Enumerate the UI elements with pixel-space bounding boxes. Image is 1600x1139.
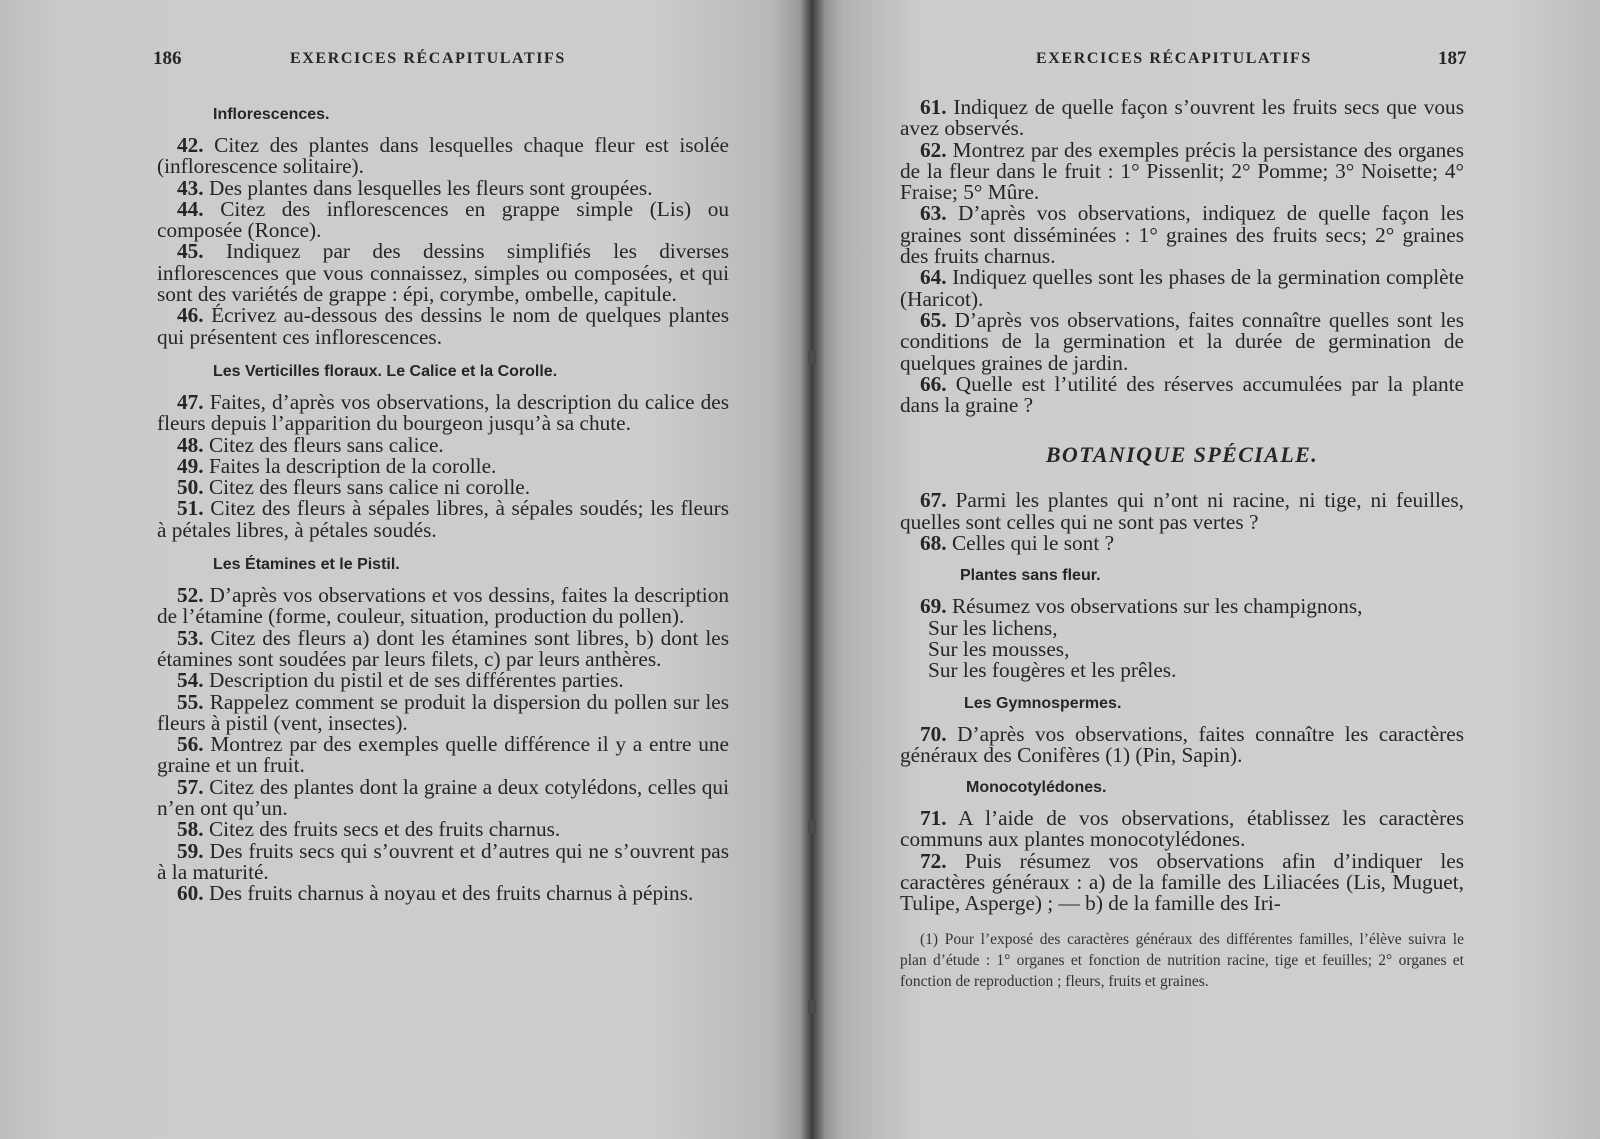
exercise-71: 71. A l’aide de vos observations, établissez les caractères communs aux plantes monocotylédones. <box>900 806 1464 852</box>
exercise-64: 64. Indiquez quelles sont les phases de la germination complète (Haricot). <box>900 265 1464 311</box>
page-number-right: 187 <box>1438 48 1467 69</box>
exercise-51: 51. Citez des fleurs à sépales libres, à sépales soudés; les fleurs à pétales libres, à pétales soudés. <box>157 496 729 542</box>
binding-stitch <box>808 820 816 834</box>
exercise-53: 53. Citez des fleurs a) dont les étamines sont libres, b) dont les étamines sont soudées par leurs filets, c) par leurs anthères. <box>157 625 729 671</box>
running-head-right: EXERCICES RÉCAPITULATIFS <box>1036 50 1312 67</box>
exercise-48: 48. Citez des fleurs sans calice. <box>177 432 444 457</box>
exercise-56: 56. Montrez par des exemples quelle différence il y a entre une graine et un fruit. <box>157 732 729 778</box>
exercise-66: 66. Quelle est l’utilité des réserves accumulées par la plante dans la graine ? <box>900 371 1464 418</box>
exercise-61: 61. Indiquez de quelle façon s’ouvrent les fruits secs que vous avez observés. <box>900 95 1464 141</box>
section-title-botanique: BOTANIQUE SPÉCIALE. <box>1045 442 1319 468</box>
exercise-50: 50. Citez des fleurs sans calice ni corolle. <box>177 475 531 500</box>
exercise-70: 70. D’après vos observations, faites connaître les caractères généraux des Conifères (1) (Pin, Sapin). <box>900 721 1464 767</box>
exercise-65: 65. D’après vos observations, faites connaître quelles sont les conditions de la germination et la durée de germination de quelques graines de jardin. <box>900 307 1464 375</box>
heading-plantes-sans-fleur: Plantes sans fleur. <box>960 567 1101 585</box>
exercise-42: 42. Citez des plantes dans lesquelles chaque fleur est isolée (inflorescence solitaire). <box>157 133 730 179</box>
page-number-left: 186 <box>153 48 182 69</box>
right-page <box>812 0 1600 1139</box>
book-gutter <box>800 0 824 1139</box>
exercise-49: 49. Faites la description de la corolle. <box>177 453 497 478</box>
exercise-44: 44. Citez des inflorescences en grappe simple (Lis) ou composée (Ronce). <box>157 196 729 243</box>
binding-stitch <box>808 1000 816 1014</box>
exercise-57: 57. Citez des plantes dont la graine a deux cotylédons, celles qui n’en ont qu’un. <box>157 774 729 821</box>
exercise-60: 60. Des fruits charnus à noyau et des fruits charnus à pépins. <box>177 881 694 906</box>
exercise-47: 47. Faites, d’après vos observations, la description du calice des fleurs depuis l’apparition du bourgeon jusqu’à sa chute. <box>157 389 729 436</box>
exercise-68: 68. Celles qui le sont ? <box>920 531 1115 556</box>
list-item: Sur les lichens, <box>928 615 1058 640</box>
exercise-59: 59. Des fruits secs qui s’ouvrent et d’autres qui ne s’ouvrent pas à la maturité. <box>157 838 729 884</box>
heading-inflorescences: Inflorescences. <box>213 106 330 123</box>
running-head-left: EXERCICES RÉCAPITULATIFS <box>290 50 566 67</box>
exercise-69: 69. Résumez vos observations sur les champignons, <box>920 594 1363 619</box>
list-item: Sur les fougères et les prêles. <box>928 658 1177 683</box>
heading-etamines: Les Étamines et le Pistil. <box>213 556 400 574</box>
exercise-69-list <box>900 615 1464 683</box>
left-page-body <box>157 97 729 905</box>
exercise-67: 67. Parmi les plantes qui n’ont ni racine, ni tige, ni feuilles, quelles sont celles qui ne sont pas vertes ? <box>900 488 1464 534</box>
exercise-54: 54. Description du pistil et de ses différentes parties. <box>177 668 624 693</box>
exercise-72: 72. Puis résumez vos observations afin d’indiquer les caractères généraux : a) de la famille des Liliacées (Lis, Muguet, Tulipe, Asperge) ; — b) de la famille des Iri- <box>900 848 1465 916</box>
right-page-body <box>900 97 1464 992</box>
heading-verticilles: Les Verticilles floraux. Le Calice et la Corolle. <box>213 362 558 380</box>
exercise-63: 63. D’après vos observations, indiquez de quelle façon les graines sont disséminées : 1° graines des fruits secs; 2° graines des fruits charnus. <box>900 201 1464 269</box>
exercise-58: 58. Citez des fruits secs et des fruits charnus. <box>177 817 561 842</box>
heading-monocotyledones: Monocotylédones. <box>966 779 1107 797</box>
exercise-46: 46. Écrivez au-dessous des dessins le nom de quelques plantes qui présentent ces inflorescences. <box>157 303 729 349</box>
heading-gymnospermes: Les Gymnospermes. <box>964 694 1122 712</box>
exercise-45: 45. Indiquez par des dessins simplifiés les diverses inflorescences que vous connaissez, simples ou composées, et qui sont des variétés de grappe : épi, corymbe, ombelle, capitule. <box>157 239 730 307</box>
list-item: Sur les mousses, <box>928 636 1070 661</box>
footnote: (1) Pour l’exposé des caractères généraux des différentes familles, l’élève suivra le plan d’étude : 1° organes et fonction de nutrition racine, tige et feuilles; 2° organes et fonction de reproduction ; fleurs, fruits et graines. <box>900 930 1464 990</box>
exercise-55: 55. Rappelez comment se produit la dispersion du pollen sur les fleurs à pistil (vent, insectes). <box>157 689 730 735</box>
exercise-52: 52. D’après vos observations et vos dessins, faites la description de l’étamine (forme, couleur, situation, production du pollen). <box>157 583 729 629</box>
binding-stitch <box>808 350 816 364</box>
exercise-62: 62. Montrez par des exemples précis la persistance des organes de la fleur dans le fruit : 1° Pissenlit; 2° Pomme; 3° Noisette; 4° Fraise; 5° Mûre. <box>900 137 1465 205</box>
exercise-43: 43. Des plantes dans lesquelles les fleurs sont groupées. <box>177 175 653 200</box>
